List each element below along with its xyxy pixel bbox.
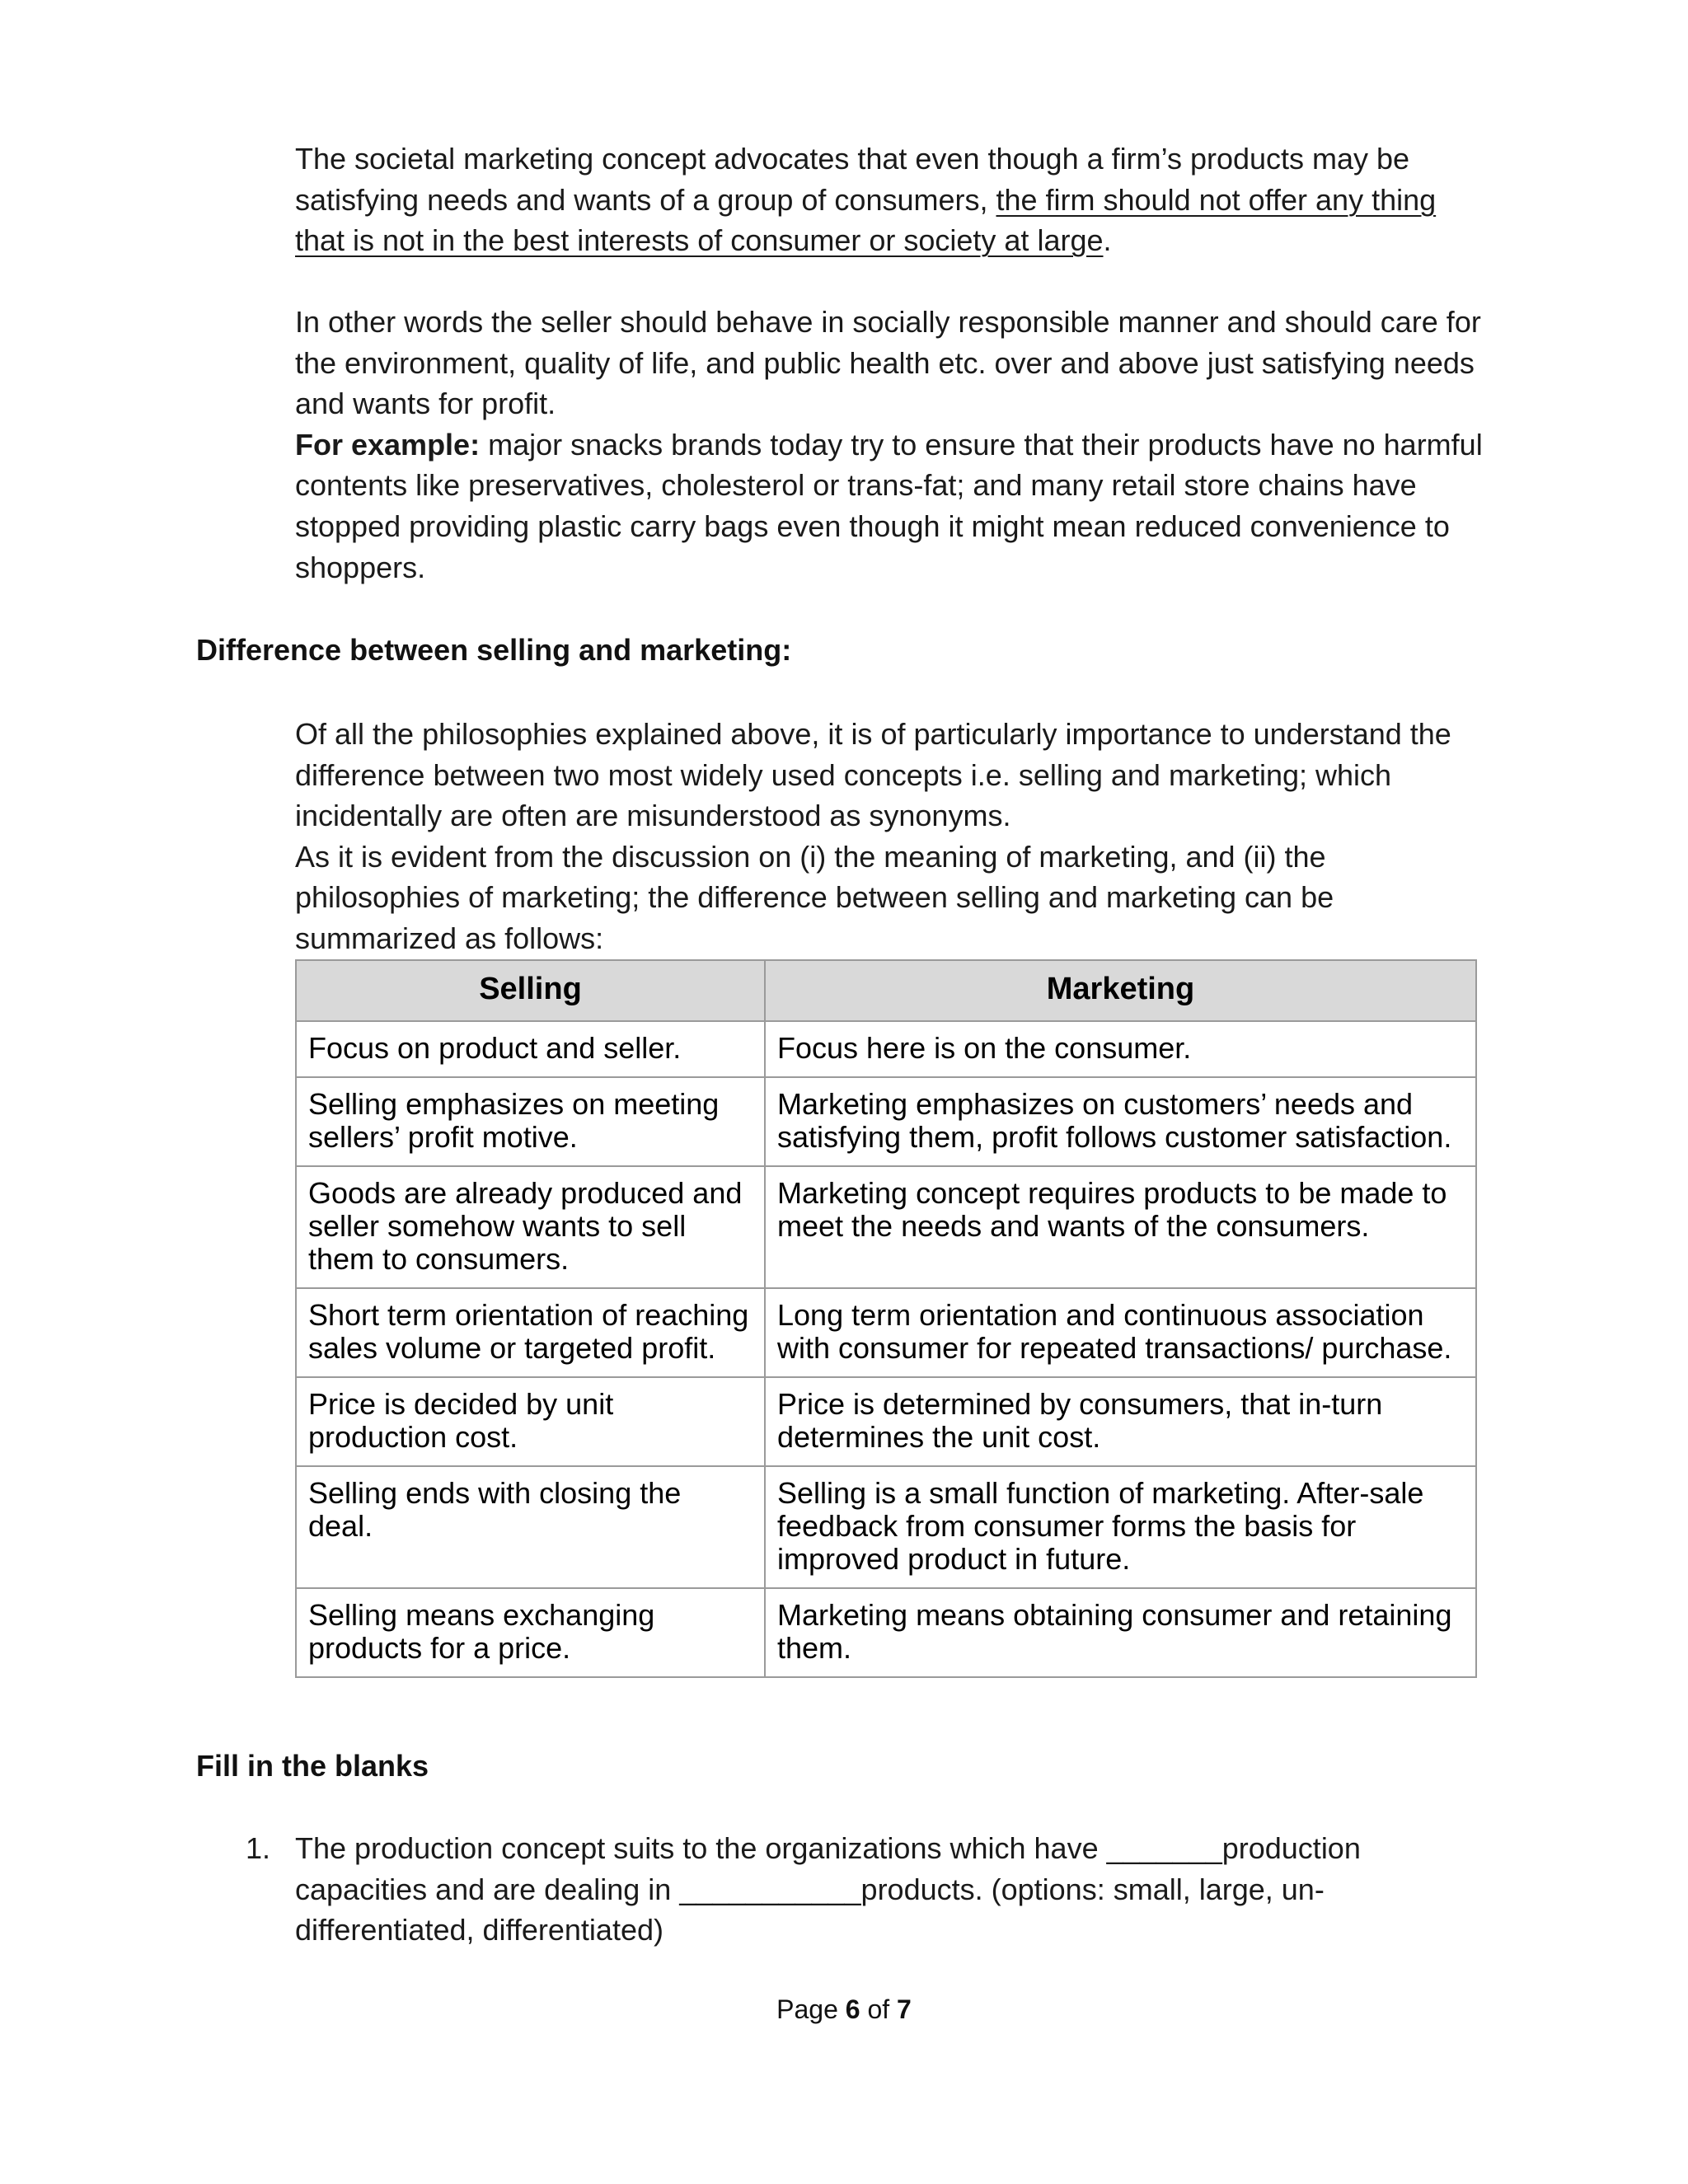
- table-row: [296, 1077, 1476, 1166]
- example-label: For example:: [295, 427, 481, 462]
- fill-blanks-heading: Fill in the blanks: [196, 1749, 429, 1783]
- table-row: [296, 1588, 1476, 1677]
- selling-cell: Selling means exchanging products for a price.: [296, 1588, 765, 1677]
- p2-text: In other words the seller should behave in socially responsible manner and should care for the environment, quality of life, and public health etc. over and above just satisfying needs and wants for profit.: [295, 305, 1481, 421]
- table-row: [296, 1288, 1476, 1377]
- marketing-cell: Selling is a small function of marketing. After-sale feedback from consumer forms the basis for improved product in future.: [765, 1466, 1476, 1588]
- marketing-cell: Price is determined by consumers, that in-turn determines the unit cost.: [765, 1377, 1476, 1466]
- table-header-row: [296, 960, 1476, 1021]
- marketing-cell: Long term orientation and continuous association with consumer for repeated transactions/ purchase.: [765, 1288, 1476, 1377]
- difference-heading: Difference between selling and marketing:: [196, 633, 792, 667]
- marketing-cell: Focus here is on the consumer.: [765, 1021, 1476, 1077]
- selling-cell: Short term orientation of reaching sales volume or targeted profit.: [296, 1288, 765, 1377]
- page-label: Page: [776, 1994, 838, 2024]
- of-label: of: [867, 1994, 890, 2024]
- table-row: [296, 1377, 1476, 1466]
- selling-cell: Price is decided by unit production cost.: [296, 1377, 765, 1466]
- list-item-number: 1.: [246, 1831, 271, 1865]
- selling-vs-marketing-table: [295, 959, 1477, 1678]
- difference-p2: As it is evident from the discussion on (i) the meaning of marketing, and (ii) the philosophies of marketing; the difference between selling and marketing can be summarized as follows:: [295, 839, 1334, 955]
- page-total: 7: [897, 1994, 912, 2024]
- header-marketing: Marketing: [765, 960, 1476, 1021]
- difference-p1: Of all the philosophies explained above, it is of particularly importance to understand the difference between two most widely used concepts i.e. selling and marketing; which incidentally are often are misunderstood as synonyms.: [295, 717, 1451, 833]
- page-footer: [0, 1993, 1688, 2026]
- header-selling: Selling: [296, 960, 765, 1021]
- table-row: [296, 1021, 1476, 1077]
- p1-underlined: the firm should not offer any thing that is not in the best interests of consumer or society at large: [295, 182, 1437, 258]
- marketing-cell: Marketing concept requires products to be made to meet the needs and wants of the consumers.: [765, 1166, 1476, 1288]
- table-row: [296, 1466, 1476, 1588]
- selling-cell: Selling ends with closing the deal.: [296, 1466, 765, 1588]
- page-current: 6: [845, 1994, 860, 2024]
- p1-before: The societal marketing concept advocates that even though a firm’s products may be satisfying needs and wants of a group of consumers,: [295, 142, 1410, 217]
- socially-responsible-paragraph: [295, 302, 1490, 588]
- table-row: [296, 1166, 1476, 1288]
- societal-concept-paragraph: [295, 138, 1490, 261]
- marketing-cell: Marketing emphasizes on customers’ needs and satisfying them, profit follows customer satisfaction.: [765, 1077, 1476, 1166]
- example-text: major snacks brands today try to ensure that their products have no harmful contents like preservatives, cholesterol or trans-fat; and many retail store chains have stopped providing plastic carry bags even though it might mean reduced convenience to shoppers.: [295, 427, 1483, 584]
- selling-cell: Focus on product and seller.: [296, 1021, 765, 1077]
- selling-cell: Goods are already produced and seller somehow wants to sell them to consumers.: [296, 1166, 765, 1288]
- selling-cell: Selling emphasizes on meeting sellers’ profit motive.: [296, 1077, 765, 1166]
- p1-after: .: [1103, 223, 1112, 258]
- difference-paragraph: [295, 714, 1490, 959]
- marketing-cell: Marketing means obtaining consumer and retaining them.: [765, 1588, 1476, 1677]
- list-item-text: The production concept suits to the organizations which have _______production capacities and are dealing in ___________products. (options: small, large, un-differentiated, differentiated): [295, 1831, 1361, 1947]
